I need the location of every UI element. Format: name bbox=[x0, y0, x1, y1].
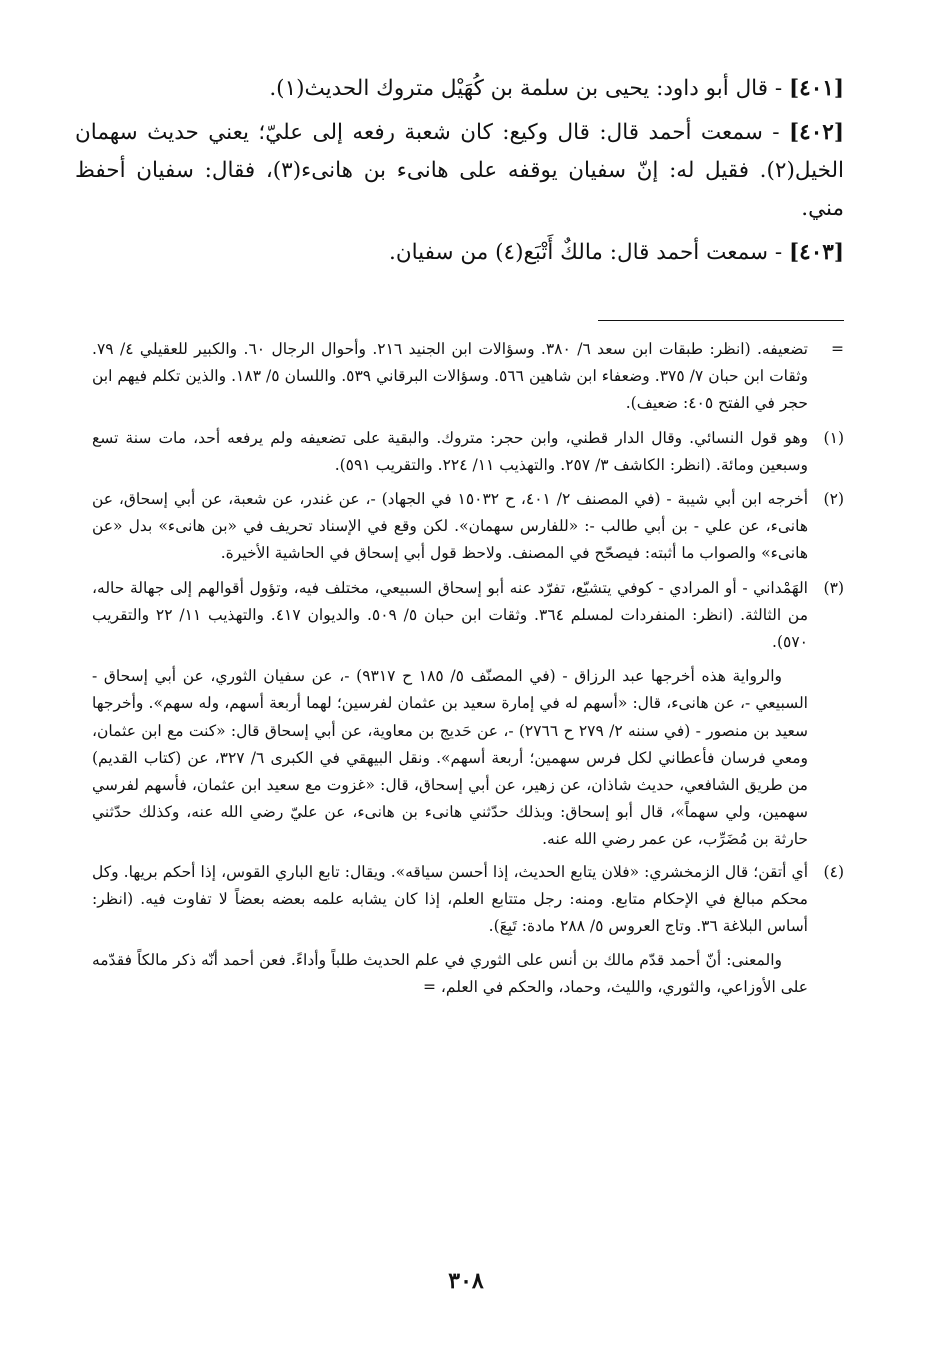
footnote-text: وهو قول النسائي. وقال الدار قطني، وابن حجر: متروك. والبقية على تضعيفه ولم يرفعه أحد، مات سنة تسع وسبعين ومائة. (انظر: الكاشف ٣/ ٢٥٧. والتهذيب ١١/ ٢٢٤. والتقريب ٥٩١). bbox=[92, 428, 808, 474]
footnote-4-continuation: والمعنى: أنّ أحمد قدّم مالك بن أنس على الثوري في علم الحديث طلباً وأداءً. فعن أحمد أنّه ذكر مالكاً فقدّمه على الأوزاعي، والثوري، والليث، وحماد، والحكم في العلم، = bbox=[92, 951, 808, 997]
footnote-text: الهَمْداني - أو المرادي - كوفي يتشيّع، تفرّد عنه أبو إسحاق السبيعي، مختلف فيه، وتؤول أقوالهم إلى جهالة حاله، من الثالثة. (انظر: المنفردات لمسلم ٣٦٤. وثقات ابن حبان ٥/ ٥٠٩. والديوان ٤١٧. والتهذيب ١١/ ٢٢ والتقريب ٥٧٠). bbox=[92, 578, 809, 652]
footnote-3 bbox=[92, 575, 844, 657]
footnote-number: (٣) bbox=[823, 578, 844, 597]
entry-text: - سمعت أحمد قال: قال وكيع: كان شعبة رفعه إلى عليّ؛ يعني حديث سهمان الخيل(٢). فقيل له: إنّ سفيان يوقفه على هانىء بن هانىء(٣)، فقال: سفيان أحفظ مني. bbox=[75, 120, 844, 221]
page-number: ٣٠٨ bbox=[448, 1268, 484, 1294]
footnote-text: أخرجه ابن أبي شيبة - (في المصنف ٢/ ٤٠١، ح ١٥٠٣٢ في الجهاد) -، عن غندر، عن شعبة، عن أبي إسحاق، عن هانىء، عن علي - بن أبي طالب -: «للفارس سهمان». لكن وقع في الإسناد تحريف في «بن هانىء» بدل «عن هانىء» والصواب ما أثبته: فيصحّح في المصنف. ولاحظ قول أبي إسحاق في الحاشية الأخيرة. bbox=[92, 490, 808, 563]
entry-number: [٤٠٢] bbox=[788, 120, 844, 145]
entry-number: [٤٠٣] bbox=[788, 240, 844, 265]
entry-text: - قال أبو داود: يحيى بن سلمة بن كُهَيْل متروك الحديث(١). bbox=[269, 76, 783, 101]
footnote-number: (٤) bbox=[823, 862, 844, 881]
footnote-continued bbox=[92, 336, 844, 418]
footnotes bbox=[92, 336, 844, 1007]
footnote-number: = bbox=[831, 340, 844, 358]
entry-number: [٤٠١] bbox=[788, 76, 844, 101]
footnote-3-continuation: والرواية هذه أخرجها عبد الرزاق - (في المصنّف ٥/ ١٨٥ ح ٩٣١٧) -، عن سفيان الثوري، عن أبي إسحاق - السبيعي -، عن هانىء، قال: «أسهم له في إمارة سعيد بن عثمان لفرسين؛ لهما أربعة أسهم، وله سهم». وأخرجها سعيد بن منصور - (في سننه ٢/ ٢٧٩ ح ٢٧٦٦) -، عن حَديج بن معاوية، عن أبي إسحاق قال: «كنت مع ابن عثمان، ومعي فرسان فأعطاني لكل فرس سهمين؛ أربعة أسهم». ونقل البيهقي في الكبرى ٦/ ٣٢٧، عن (كتاب القديم) من طريق الشافعي، حديث شاذان، عن زهير، عن أبي إسحاق، قال: «غزوت مع سعيد ابن عثمان، فأسهم لفرسي سهمين، ولي سهماً»، قال أبو إسحاق: وبذلك حدّثني هانىء بن هانىء، عن عليّ رضي الله عنه، وكذلك حدّثني حارثة بن مُضَرِّب، عن عمر رضي الله عنه. bbox=[92, 667, 808, 849]
entry-402 bbox=[75, 114, 844, 228]
entry-403 bbox=[75, 234, 844, 272]
footnote-1 bbox=[92, 425, 844, 479]
footnote-4 bbox=[92, 859, 844, 941]
footnote-text: تضعيفه. (انظر: طبقات ابن سعد ٦/ ٣٨٠. وسؤالات ابن الجنيد ٢١٦. وأحوال الرجال ٦٠. والكبير للعقيلي ٤/ ٧٩. وثقات ابن حبان ٧/ ٣٧٥. وضعفاء ابن شاهين ٥٦٦. وسؤالات البرقاني ٥٣٩. واللسان ٥/ ١٨٣. والذين تكلم فيهم ابن حجر في الفتح ٤٠٥: ضعيف). bbox=[92, 340, 809, 413]
entry-text: - سمعت أحمد قال: مالكٌ أَتْبَع(٤) من سفيان. bbox=[389, 240, 783, 265]
main-text bbox=[75, 70, 844, 278]
footnote-separator bbox=[598, 320, 844, 321]
entry-401 bbox=[75, 70, 844, 108]
footnote-number: (٢) bbox=[823, 490, 844, 509]
footnote-number: (١) bbox=[823, 428, 844, 447]
footnote-text: أي أتقن؛ قال الزمخشري: «فلان يتابع الحديث، إذا أحسن سياقه». ويقال: تابع الباري القوس، إذا أحكم بريها. وكل محكم مبالغ في الإحكام متابع. ومنه: رجل متتابع العلم، إذا كان يشابه علمه بعضه بعضاً لا تفاوت فيه. (انظر: أساس البلاغة ٣٦. وتاج العروس ٥/ ٢٨٨ مادة: تَبِعَ). bbox=[92, 862, 808, 936]
footnote-2 bbox=[92, 486, 844, 568]
